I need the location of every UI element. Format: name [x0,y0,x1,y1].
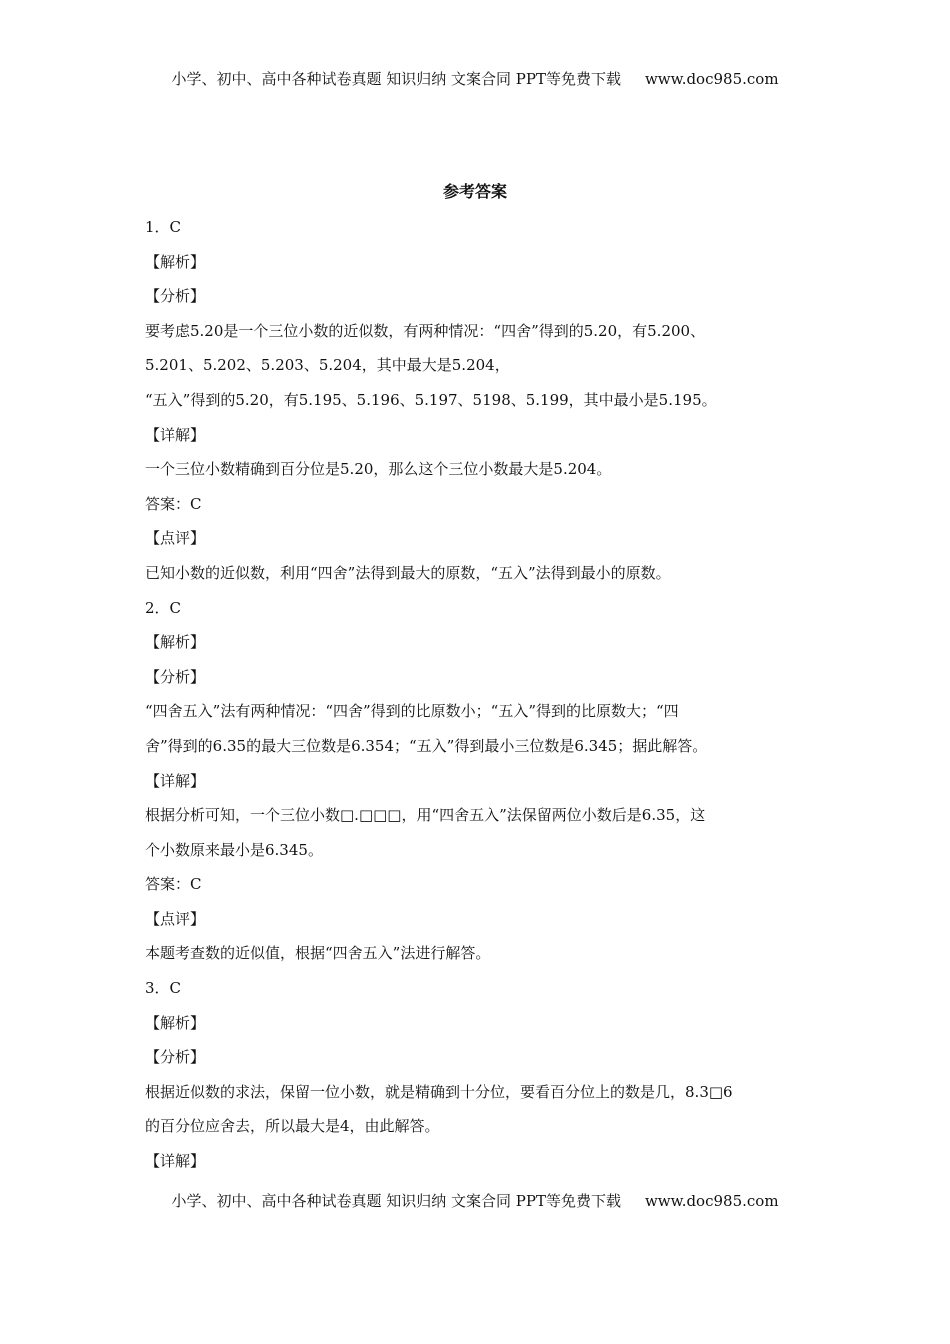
answer-content [145,210,805,1179]
section-label: 【详解】 [145,1152,206,1171]
section-label: 【分析】 [145,1048,206,1067]
text-line: 5.201、5.202、5.203、5.204，其中最大是5.204， [145,356,510,375]
section-label: 【解析】 [145,252,206,271]
answer-line: 答案：C [145,494,202,513]
text-line: “四舍五入”法有两种情况：“四舍”得到的比原数小；“五入”得到的比原数大；“四 [145,702,679,721]
section-label: 【点评】 [145,909,206,928]
section-label: 【详解】 [145,425,206,444]
answer-line: 答案：C [145,875,202,894]
section-label: 【详解】 [145,771,206,790]
document-title: 参考答案 [442,182,507,201]
text-line: 的百分位应舍去，所以最大是4，由此解答。 [145,1117,440,1136]
text-line: 本题考查数的近似值，根据“四舍五入”法进行解答。 [145,944,491,963]
header-text: 小学、初中、高中各种试卷真题 知识归纳 文案合同 PPT等免费下载 [171,70,621,88]
section-label: 【解析】 [145,1013,206,1032]
answer-line: 3．C [145,979,182,998]
page-footer [0,1190,950,1211]
page-header [0,68,950,89]
text-line: 根据近似数的求法，保留一位小数，就是精确到十分位，要看百分位上的数是几，8.3□6 [145,1082,733,1101]
section-label: 【解析】 [145,633,206,652]
text-line: “五入”得到的5.20，有5.195、5.196、5.197、5198、5.199，其中最小是5.195。 [145,390,717,409]
text-line: 舍”得到的6.35的最大三位数是6.354；“五入”得到最小三位数是6.345；据此解答。 [145,736,708,755]
text-line: 个小数原来最小是6.345。 [145,840,323,859]
answer-line: 2．C [145,598,182,617]
text-line: 根据分析可知，一个三位小数□.□□□，用“四舍五入”法保留两位小数后是6.35，这 [145,806,706,825]
section-label: 【点评】 [145,529,206,548]
header-site-link[interactable]: www.doc985.com [644,70,779,88]
text-line: 已知小数的近似数，利用“四舍”法得到最大的原数，“五入”法得到最小的原数。 [145,563,671,582]
text-line: 要考虑5.20是一个三位小数的近似数，有两种情况：“四舍”得到的5.20，有5.200、 [145,321,706,340]
section-label: 【分析】 [145,287,206,306]
footer-text: 小学、初中、高中各种试卷真题 知识归纳 文案合同 PPT等免费下载 [171,1192,621,1210]
answer-line: 1．C [145,218,182,236]
footer-site-link[interactable]: www.doc985.com [644,1192,779,1210]
section-label: 【分析】 [145,667,206,686]
text-line: 一个三位小数精确到百分位是5.20，那么这个三位小数最大是5.204。 [145,460,612,479]
